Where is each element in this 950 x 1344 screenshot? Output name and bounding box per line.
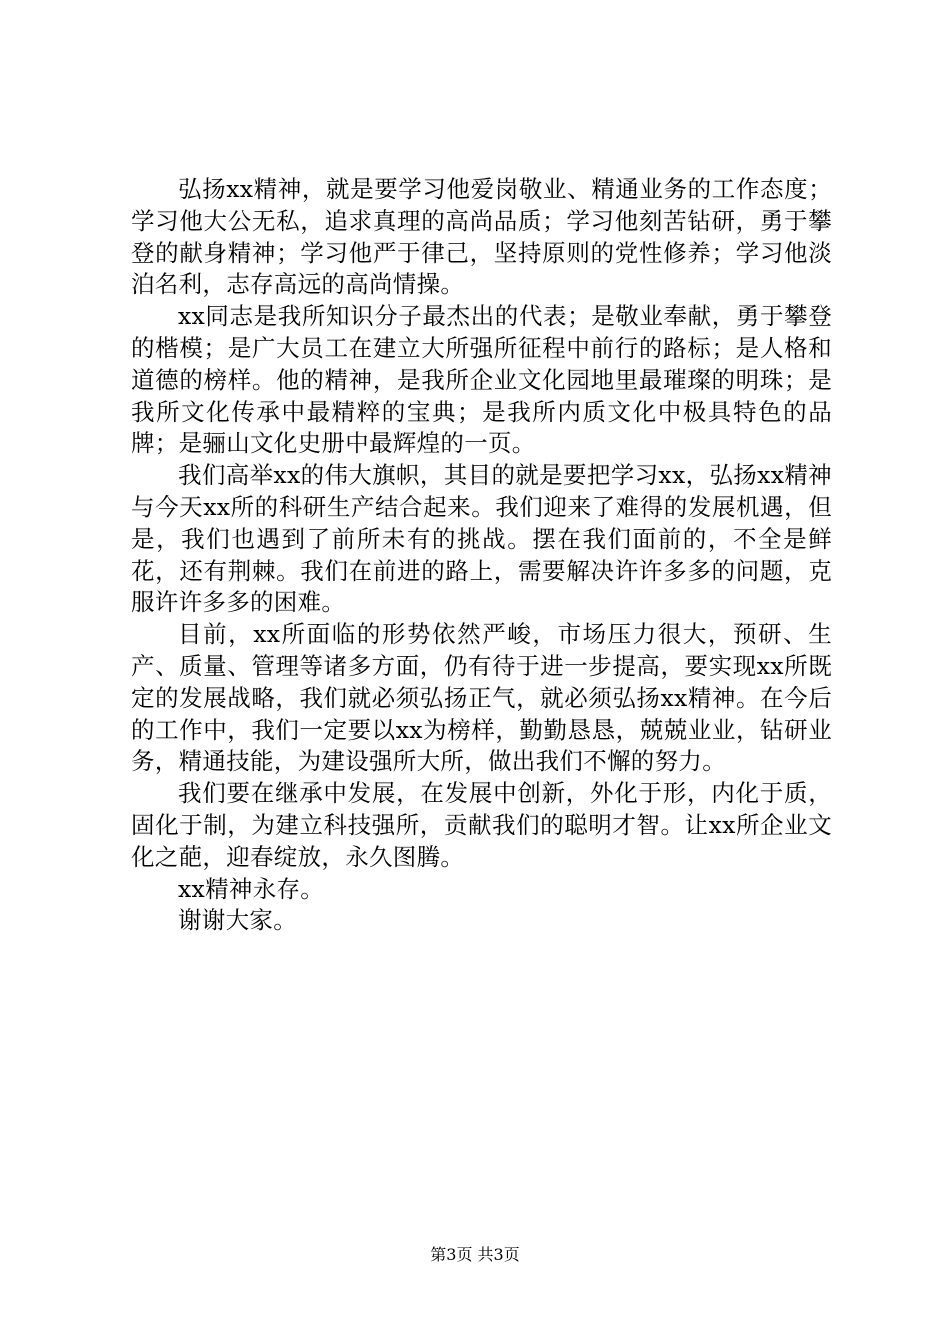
page-footer: 第3页 共3页 bbox=[430, 1245, 520, 1264]
paragraph-5: 我们要在继承中发展，在发展中创新，外化于形，内化于质，固化于制，为建立科技强所，贡献我们的聪明才智。让xx所企业文化之葩，迎春绽放，永久图腾。 bbox=[131, 779, 832, 871]
paragraph-3: 我们高举xx的伟大旗帜，其目的就是要把学习xx，弘扬xx精神与今天xx所的科研生产结合起来。我们迎来了难得的发展机遇，但是，我们也遇到了前所未有的挑战。摆在我们面前的，不全是鲜花，还有荆棘。我们在前进的路上，需要解决许许多多的问题，克服许许多多的困难。 bbox=[131, 461, 832, 617]
paragraph-4: 目前，xx所面临的形势依然严峻，市场压力很大，预研、生产、质量、管理等诸多方面，仍有待于进一步提高，要实现xx所既定的发展战略，我们就必须弘扬正气，就必须弘扬xx精神。在今后的工作中，我们一定要以xx为榜样，勤勤恳恳，兢兢业业，钻研业务，精通技能，为建设强所大所，做出我们不懈的努力。 bbox=[131, 620, 832, 776]
paragraph-1: 弘扬xx精神，就是要学习他爱岗敬业、精通业务的工作态度；学习他大公无私，追求真理的高尚品质；学习他刻苦钻研，勇于攀登的献身精神；学习他严于律己，坚持原则的党性修养；学习他淡泊名利，志存高远的高尚情操。 bbox=[131, 175, 832, 299]
paragraph-7: 谢谢大家。 bbox=[178, 906, 297, 935]
paragraph-6: xx精神永存。 bbox=[178, 874, 325, 903]
paragraph-2: xx同志是我所知识分子最杰出的代表；是敬业奉献，勇于攀登的楷模；是广大员工在建立大所强所征程中前行的路标；是人格和道德的榜样。他的精神，是我所企业文化园地里最璀璨的明珠；是我所文化传承中最精粹的宝典；是我所内质文化中极具特色的品牌；是骊山文化史册中最辉煌的一页。 bbox=[131, 302, 832, 458]
document-body bbox=[131, 174, 832, 937]
